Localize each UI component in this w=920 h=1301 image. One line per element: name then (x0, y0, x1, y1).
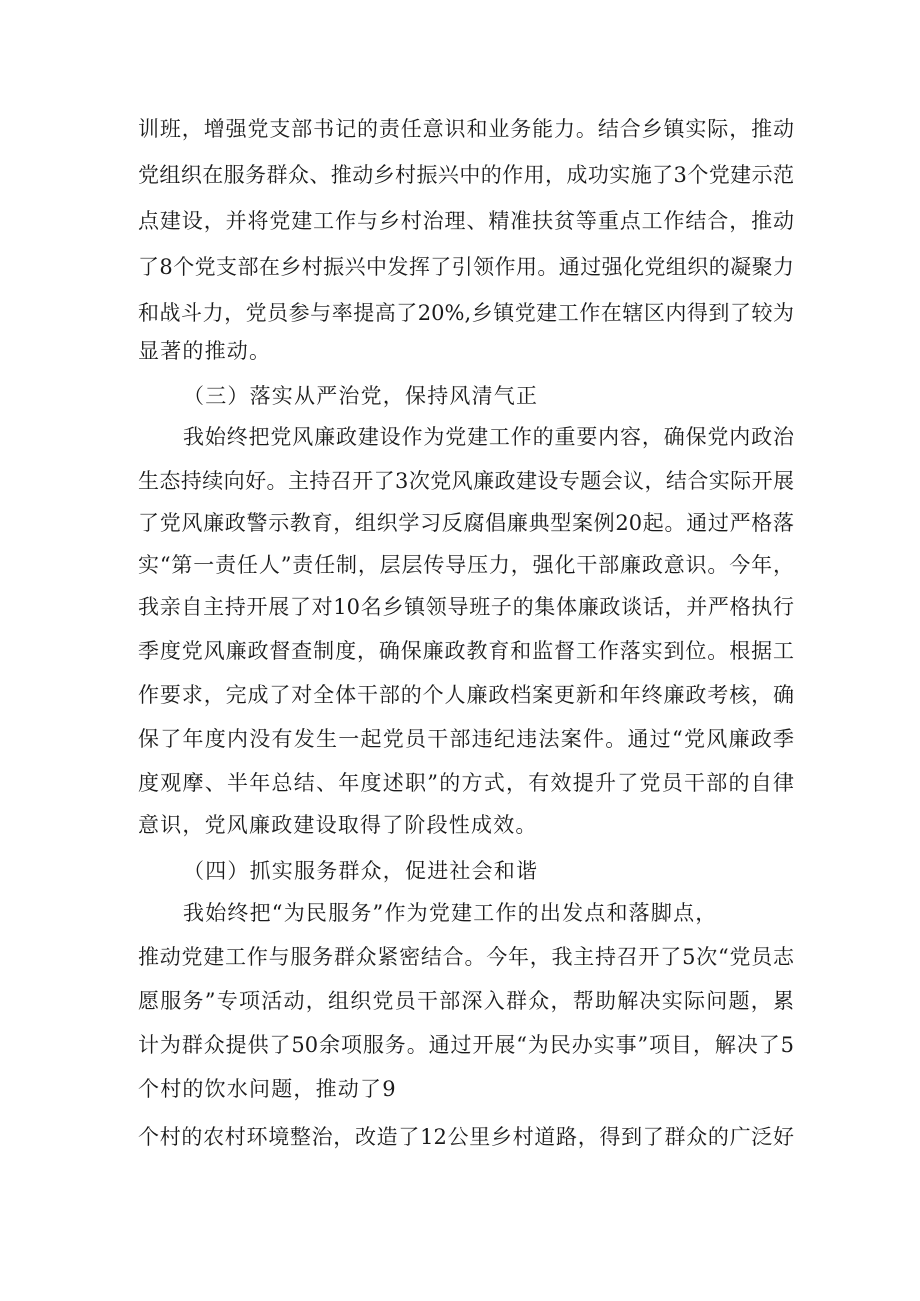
text-line: 党组织在服务群众、推动乡村振兴中的作用，成功实施了3个党建示范 (138, 163, 794, 187)
text-line: 我始终把“为民服务”作为党建工作的出发点和落脚点， (183, 901, 718, 925)
text-line: 度观摩、半年总结、年度述职”的方式，有效提升了党员干部的自律 (138, 771, 794, 795)
text-line: 愿服务”专项活动，组织党员干部深入群众，帮助解决实际问题，累 (138, 989, 794, 1013)
text-line: 显著的推动。 (138, 339, 272, 363)
text-line: 了党风廉政警示教育，组织学习反腐倡廉典型案例20起。通过严格落 (138, 511, 794, 535)
text-line: 个村的饮水问题，推动了9 (138, 1077, 397, 1101)
text-line: 计为群众提供了50余项服务。通过开展“为民办实事”项目，解决了5 (138, 1033, 794, 1057)
text-line: 意识，党风廉政建设取得了阶段性成效。 (138, 813, 538, 837)
text-line: 实“第一责任人”责任制，层层传导压力，强化干部廉政意识。今年， (138, 553, 794, 577)
text-line: 我始终把党风廉政建设作为党建工作的重要内容，确保党内政治 (183, 425, 794, 449)
text-line: 保了年度内没有发生一起党员干部违纪违法案件。通过“党风廉政季 (138, 727, 794, 751)
text-line: 了8个党支部在乡村振兴中发挥了引领作用。通过强化党组织的凝聚力 (138, 255, 794, 279)
section-heading: （三）落实从严治党，保持风清气正 (183, 384, 539, 408)
text-line: 作要求，完成了对全体干部的个人廉政档案更新和年终廉政考核，确 (138, 683, 794, 707)
text-line: 点建设，并将党建工作与乡村治理、精准扶贫等重点工作结合，推动 (138, 209, 794, 233)
text-line: 生态持续向好。主持召开了3次党风廉政建设专题会议，结合实际开展 (138, 469, 794, 493)
text-line: 和战斗力，党员参与率提高了20%,乡镇党建工作在辖区内得到了较为 (138, 301, 794, 325)
section-heading: （四）抓实服务群众，促进社会和谐 (183, 859, 539, 883)
text-line: 我亲自主持开展了对10名乡镇领导班子的集体廉政谈话，并严格执行 (138, 595, 794, 619)
text-line: 个村的农村环境整治，改造了12公里乡村道路，得到了群众的广泛好 (138, 1125, 794, 1149)
text-line: 季度党风廉政督查制度，确保廉政教育和监督工作落实到位。根据工 (138, 639, 794, 663)
text-line: 训班，增强党支部书记的责任意识和业务能力。结合乡镇实际，推动 (138, 117, 794, 141)
text-line: 推动党建工作与服务群众紧密结合。今年，我主持召开了5次“党员志 (138, 945, 794, 969)
